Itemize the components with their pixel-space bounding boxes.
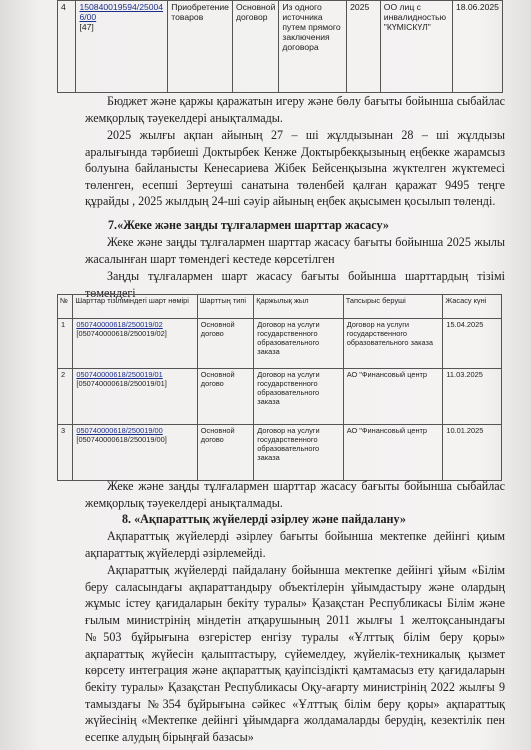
table-row — [58, 1, 503, 93]
col-header-customer: Тапсырыс беруші — [343, 295, 443, 319]
row-number: 1 — [58, 319, 73, 369]
customer-cell: Договор на услуги государственного образовательного заказа — [343, 319, 443, 369]
contract-link[interactable]: 050740000618/250019/00 — [76, 426, 163, 435]
top-contracts-table — [57, 0, 503, 93]
contract-cell — [73, 369, 197, 425]
contract-link[interactable]: 150840019594/25004 6/00 — [79, 2, 164, 22]
service-cell: Договор на услуги государственного образовательного заказа — [254, 369, 343, 425]
table-row — [58, 425, 502, 481]
contract-link[interactable]: 050740000618/250019/01 — [76, 370, 163, 379]
contract-code: [050740000618/250019/01] — [76, 379, 167, 388]
paragraph-budget: Бюджет және қаржы қаражатын игеру және бөлу бағыты бойынша сыбайлас жемқорлық тәуекелдері анықталмады. — [85, 94, 505, 125]
customer-cell: АО "Финансовый центр — [343, 425, 443, 481]
paragraph-contracts-intro: Жеке және заңды тұлғалармен шарттар жасасу бағыты бойынша 2025 жылы жасалынған шарт төмендегі кестеде көрсетілген — [85, 235, 505, 266]
contract-cell — [73, 319, 197, 369]
paragraph-is-development: Ақпараттық жүйелерді әзірлеу бағыты бойынша мектепке дейінгі қиым ақпараттық жүйелерді әзірлемейді. — [85, 529, 505, 560]
service-cell: Договор на услуги государственного образовательного заказа — [254, 319, 343, 369]
row-number: 4 — [58, 1, 76, 93]
table-row — [58, 369, 502, 425]
section-7-heading: 7.«Жеке және заңды тұлғалармен шарттар жасасу» — [108, 218, 389, 232]
type-cell: Основной догово — [197, 369, 254, 425]
row-number: 2 — [58, 369, 73, 425]
date-cell: 15.04.2025 — [443, 319, 502, 369]
paragraph-contracts-list: Заңды тұлғалармен шарт жасасу бағыты бойынша шарттардың тізімі төмендегі — [85, 269, 505, 300]
col-header-date: Жасасу күні — [443, 295, 502, 319]
contract-cell — [73, 425, 197, 481]
subject-cell: Приобретение товаров — [168, 1, 233, 93]
date-cell: 11.03.2025 — [443, 369, 502, 425]
contract-code: [050740000618/250019/02] — [76, 329, 167, 338]
paragraph-salary: 2025 жылғы ақпан айының 27 – ші жұлдызынан 28 – ші жұлдызы аралығында тәрбиеші Доктырбек Кенже Доктырбекқызының еңбекке жарамсыз болуына байланысты Кенесариева Жібек Бейсенқызына жүктелген жүктемесі төленген, есепші Зертеуші санатына төленбей қалған қаражат 9495 теңге құрайды , 2025 жылдың 24-ші сәуір айының еңбек ақысымен қосылып төленді. — [85, 128, 505, 209]
supplier-cell: ОО лиц с инвалидностью "КҮМІСКҮЛ" — [380, 1, 452, 93]
contract-link[interactable]: 050740000618/250019/02 — [76, 320, 163, 329]
col-header-type: Шарттың типі — [197, 295, 254, 319]
col-header-year: Қаржылық жыл — [254, 295, 343, 319]
contract-ref: [47] — [79, 22, 94, 32]
customer-cell: АО "Финансовый центр — [343, 369, 443, 425]
col-header-num: № — [58, 295, 73, 319]
method-cell: Из одного источника путем прямого заключения договора — [279, 1, 347, 93]
year-cell: 2025 — [347, 1, 381, 93]
service-cell: Договор на услуги государственного образовательного заказа — [254, 425, 343, 481]
paragraph-is-usage: Ақпараттық жүйелерді пайдалану бойынша мектепке дейінгі ұйым «Білім беру саласындағы ақпараттандыру объектілерін ұйымдастыру және олардың жұмыс істеу қағидаларын бекіту туралы» Қазақстан Республикасы Білім және ғылым министрінің міндетін атқарушының 2011 жылғы 1 желтоқсанындағы №503 бұйрығына өзгерістер енгізу туралы «Ұлттық білім беру қоры» ақпараттық жүйесін қалыптастыру, сүйемелдеу, жүйелік-техникалық қызмет көрсету интеграция және ақпараттық қауіпсіздікті қамтамасыз ету қағидаларын бекіту туралы» Қазақстан Республикасы Оқу-ағарту министрінің 2022 жылғы 9 тамыздағы №354 бұйрығына сәйкес «Ұлттық білім беру қоры» ақпараттық жүйесінің «Мектепке дейінгі ұйымдарға жолдамаларды берудің, кезектілік пен есепке алудың бірыңғай базасы» — [85, 563, 505, 745]
col-header-contract: Шарттар тізіліміндегі шарт нөмірі — [73, 295, 197, 319]
contracts-table — [57, 294, 502, 481]
table-header-row — [58, 295, 502, 319]
table-row — [58, 319, 502, 369]
paragraph-no-risks: Жеке және заңды тұлғалармен шарттар жасасу бағыты бойынша сыбайлас жемқорлық тәуекелдері анықталмады. — [85, 479, 505, 510]
contract-code-cell — [76, 1, 168, 93]
row-number: 3 — [58, 425, 73, 481]
type-cell: Основной договор — [232, 1, 278, 93]
type-cell: Основной догово — [197, 319, 254, 369]
date-cell: 10.01.2025 — [443, 425, 502, 481]
date-cell: 18.06.2025 — [452, 1, 502, 93]
contract-code: [050740000618/250019/00] — [76, 435, 167, 444]
type-cell: Основной догово — [197, 425, 254, 481]
section-8-heading: 8. «Ақпараттық жүйелерді әзірлеу және пайдалану» — [122, 512, 406, 526]
